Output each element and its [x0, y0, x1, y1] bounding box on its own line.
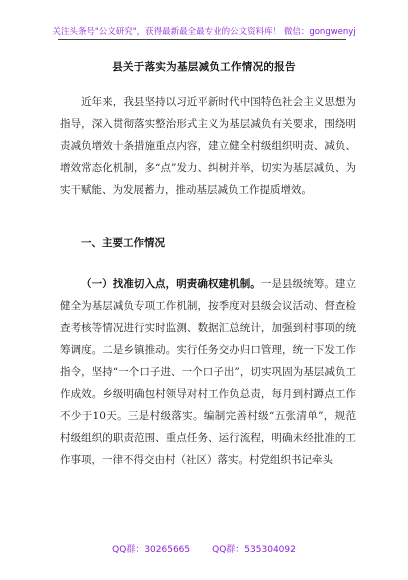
paragraph-lead: （一）找准切入点，明责确权建机制。	[81, 278, 261, 290]
footer-qq-group-right: QQ群：535304092	[212, 545, 296, 555]
paragraph-body: 一是县级统筹。建立健全为基层减负专项工作机制，按季度对县级会议活动、督查检查考核等情况进行实时监测、数据汇总统计，加强到村事项的统筹调度。二是乡镇推动。实行任务交办归口管理，统一下发工作指令，坚持“一个口子进、一个口子出”，切实巩固为基层减负工作成效。乡级明确包村领导对村工作负总责，每月到村蹲点工作不少于10天。三是村级落实。编制完善村级“五张清单”，规范村级组织的职责范围、重点任务、运行流程，明确未经批准的工作事项，一律不得交由村（社区）落实。村党组织书记牵头	[60, 278, 356, 466]
footer-qq-group-left: QQ群：30265665	[112, 545, 191, 555]
page-footer	[0, 542, 408, 555]
header-divider	[58, 39, 346, 40]
document-title: 县关于落实为基层减负工作情况的报告	[112, 61, 296, 73]
section-heading: 一、主要工作情况	[81, 237, 165, 249]
body-paragraph	[60, 273, 356, 471]
intro-paragraph: 近年来，我县坚持以习近平新时代中国特色社会主义思想为指导，深入贯彻落实整治形式主义为基层减负有关要求，围绕明责减负增效十条措施重点内容，建立健全村级组织明责、减负、增效常态化机制，多“点”发力、纠树并举，切实为基层减负、为实干赋能、为发展蓄力，推动基层减负工作提质增效。	[60, 96, 356, 196]
page-header	[0, 0, 408, 36]
header-banner: 关注头条号"公文研究"，获得最新最全最专业的公文资料库！ 微信：gongwenyj	[52, 27, 356, 37]
